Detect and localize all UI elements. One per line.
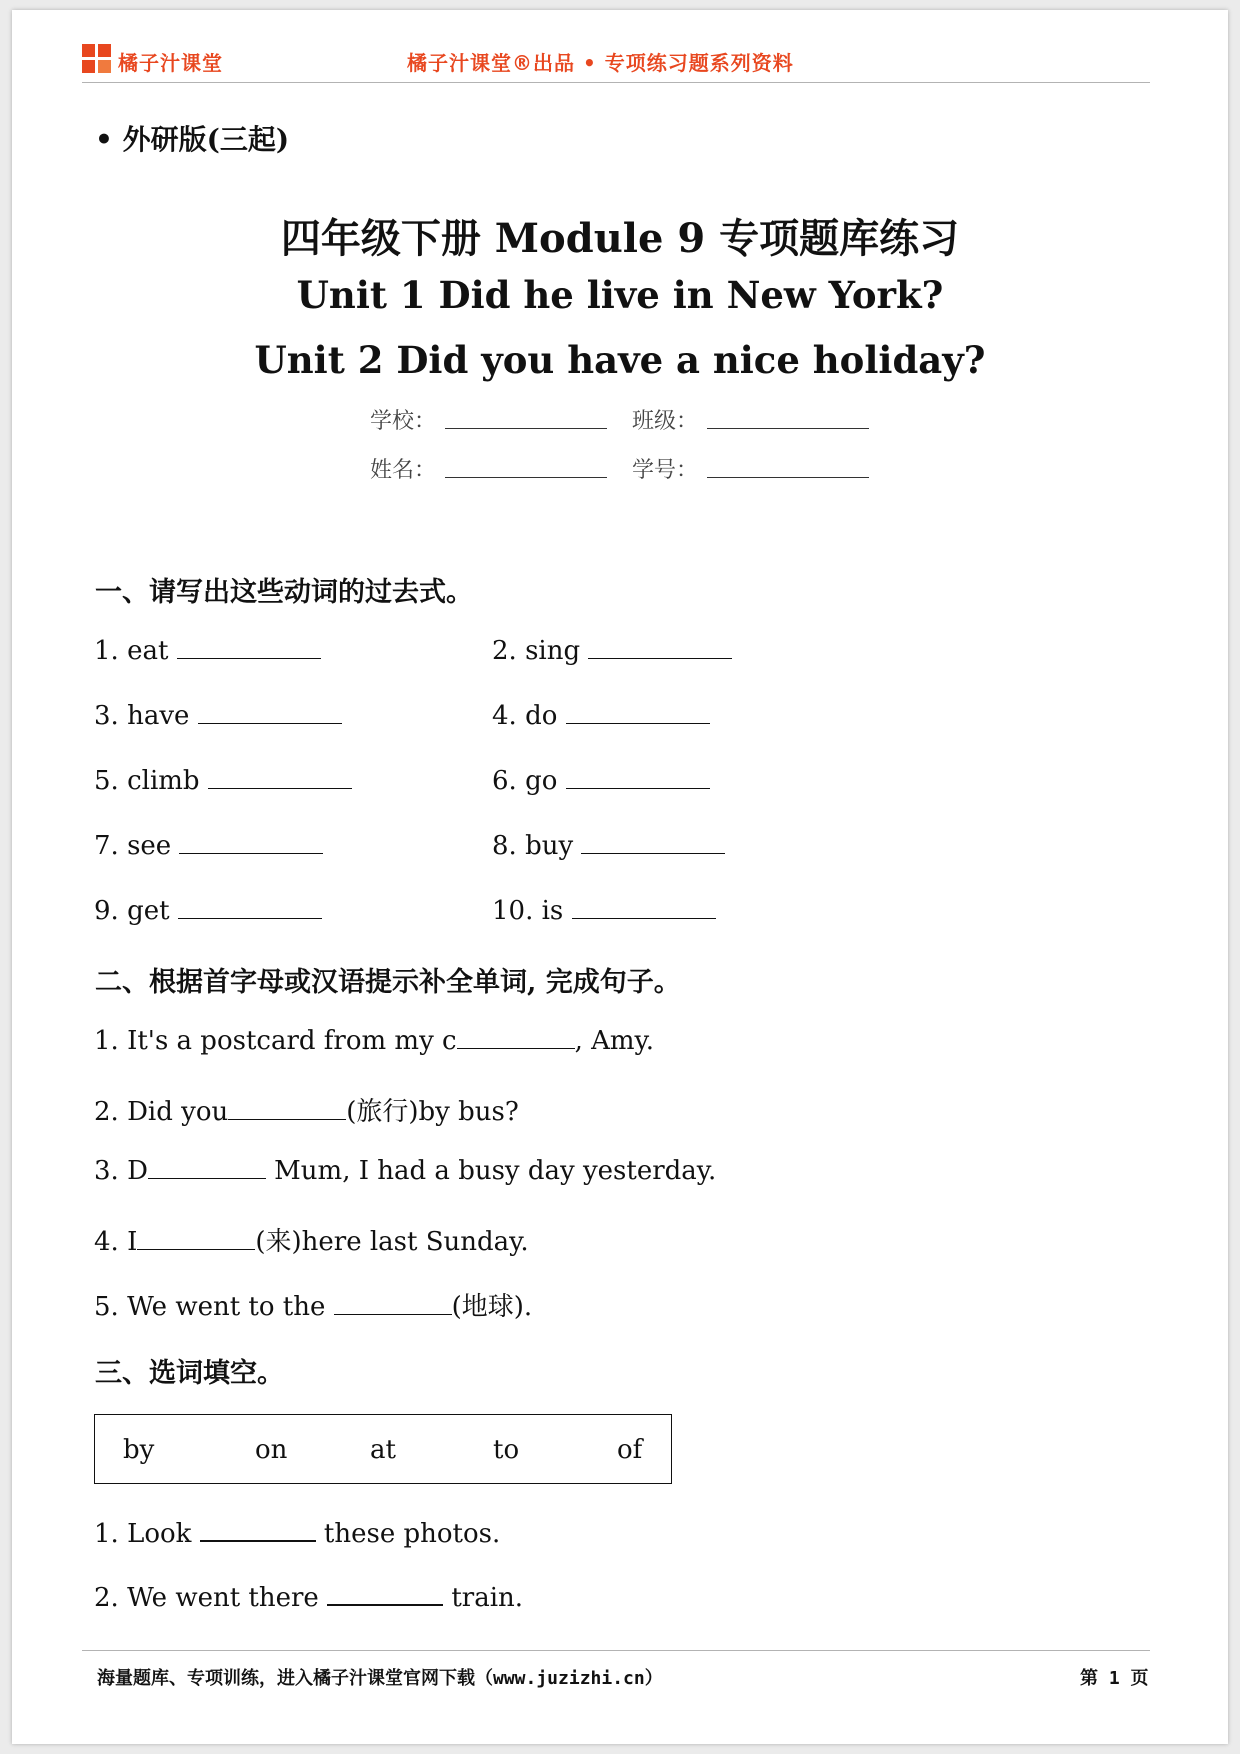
list-item: 5. climb (94, 766, 352, 796)
list-item: 10. is (492, 896, 716, 926)
list-item: 4. I (来)here last Sunday. (94, 1227, 529, 1257)
answer-blank[interactable] (327, 1582, 443, 1606)
class-field[interactable] (707, 428, 869, 429)
list-item: 5. We went to the (地球). (94, 1292, 533, 1322)
word-bank-item: on (255, 1435, 288, 1465)
section3-heading: 三、选词填空。 (95, 1358, 284, 1389)
page-header (82, 36, 1150, 83)
logo-text: 橘子汁课堂 (118, 51, 223, 75)
answer-blank[interactable] (179, 831, 323, 854)
answer-blank[interactable] (572, 896, 716, 919)
list-item: 2. sing (492, 636, 732, 666)
list-item: 2. We went there train. (94, 1583, 524, 1613)
list-item: 9. get (94, 896, 322, 926)
page-footer (82, 1650, 1150, 1651)
unit1-title: Unit 1 Did he live in New York? (296, 273, 944, 317)
list-item: 2. Did you (旅行)by bus? (94, 1097, 519, 1127)
list-item: 6. go (492, 766, 710, 796)
name-label: 姓名： (370, 458, 437, 483)
section1-heading: 一、请写出这些动词的过去式。 (95, 577, 473, 608)
edition-label: • 外研版(三起) (95, 123, 290, 156)
list-item: 7. see (94, 831, 323, 861)
answer-blank[interactable] (198, 701, 342, 724)
list-item: 3. have (94, 701, 342, 731)
list-item: 8. buy (492, 831, 725, 861)
answer-blank[interactable] (566, 766, 710, 789)
header-title: 橘子汁课堂®出品 • 专项练习题系列资料 (407, 51, 794, 75)
page-title: 四年级下册 Module 9 专项题库练习 (280, 215, 960, 262)
word-bank-item: of (617, 1435, 643, 1465)
answer-blank[interactable] (200, 1518, 316, 1542)
word-bank (94, 1414, 672, 1484)
word-bank-item: by (123, 1435, 155, 1465)
unit2-title: Unit 2 Did you have a nice holiday? (254, 338, 986, 382)
answer-blank[interactable] (137, 1227, 255, 1250)
name-field[interactable] (445, 477, 607, 478)
footer-text: 海量题库、专项训练，进入橘子汁课堂官网下载（www.juzizhi.cn） (97, 1668, 663, 1689)
answer-blank[interactable] (178, 896, 322, 919)
answer-blank[interactable] (148, 1156, 266, 1179)
answer-blank[interactable] (588, 636, 732, 659)
answer-blank[interactable] (177, 636, 321, 659)
answer-blank[interactable] (457, 1026, 575, 1049)
number-field[interactable] (707, 477, 869, 478)
list-item: 1. It's a postcard from my c , Amy. (94, 1026, 655, 1056)
orange-logo-icon (82, 44, 112, 74)
word-bank-item: to (493, 1435, 520, 1465)
word-bank-item: at (370, 1435, 396, 1465)
number-label: 学号： (632, 458, 699, 483)
school-label: 学校： (370, 409, 437, 434)
school-field[interactable] (445, 428, 607, 429)
list-item: 4. do (492, 701, 710, 731)
list-item: 1. eat (94, 636, 321, 666)
section2-heading: 二、根据首字母或汉语提示补全单词, 完成句子。 (95, 967, 681, 998)
page-number: 第 1 页 (1080, 1668, 1149, 1689)
answer-blank[interactable] (228, 1097, 346, 1120)
answer-blank[interactable] (208, 766, 352, 789)
list-item: 3. D Mum, I had a busy day yesterday. (94, 1156, 717, 1186)
answer-blank[interactable] (566, 701, 710, 724)
answer-blank[interactable] (334, 1292, 452, 1315)
list-item: 1. Look these photos. (94, 1519, 501, 1549)
answer-blank[interactable] (581, 831, 725, 854)
class-label: 班级： (632, 409, 699, 434)
